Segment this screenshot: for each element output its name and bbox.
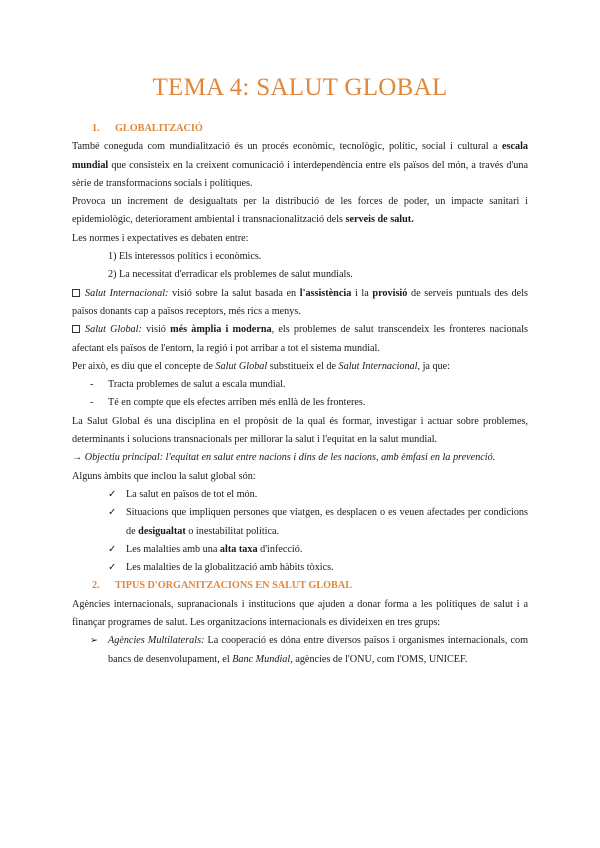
checkbox-square-icon	[72, 325, 80, 333]
check-icon: ✓	[108, 488, 117, 500]
bold-term: alta taxa	[219, 543, 258, 555]
section-heading-1	[72, 120, 528, 138]
numbered-item: 1) Els interessos polítics i econòmics.	[108, 251, 262, 263]
paragraph-substitution	[72, 358, 528, 376]
dash-item-text: Tracta problemes de salut a escala mundial.	[108, 379, 286, 391]
italic-term: Salut Global:	[85, 324, 142, 336]
paragraph-definition	[72, 138, 528, 193]
document-body	[72, 120, 528, 669]
check-icon: ✓	[108, 543, 117, 555]
text-run: Per això, es diu que el concepte de	[72, 360, 216, 372]
text-run: ja que:	[420, 360, 451, 372]
text-run: i la	[351, 287, 373, 299]
check-icon: ✓	[108, 562, 117, 574]
paragraph-scopes: Alguns àmbits que inclou la salut global són:	[72, 470, 256, 482]
section-heading-2	[72, 577, 528, 595]
bold-term: provisió	[372, 287, 408, 299]
square-item-salut-internacional	[72, 285, 528, 322]
paragraph-organizations: Agències internacionals, supranacionals i institucions que ajuden a donar forma a les polítiques de salut i a finançar programes de salut. Les organitzacions internacionals es divideixen en tres grups:	[72, 598, 528, 629]
text-run: Situacions que impliquen persones que viatgen, es desplacen o es veuen afectades per condicions de	[126, 507, 528, 537]
numbered-item: 2) La necessitat d'erradicar els problemes de salut mundials.	[108, 269, 353, 281]
bold-term: més àmplia i moderna	[170, 324, 272, 336]
bold-term: l'assistència	[299, 287, 352, 299]
check-item	[72, 504, 528, 541]
text-run: , agències de l'ONU, com l'OMS, UNICEF.	[290, 653, 468, 665]
paragraph-norms: Les normes i expectatives es debaten entre:	[72, 232, 249, 244]
section-label: GLOBALITZACIÓ	[115, 123, 203, 134]
dash-item-text: Té en compte que els efectes arriben més enllà de les fronteres.	[108, 397, 366, 409]
arrow-bullet-icon: ➢	[90, 635, 98, 647]
text-run: de serveis puntuals des dels països donants cap a països receptors, més rics a menys.	[72, 287, 528, 317]
text-run: Provoca un increment de desigualtats per la distribució de les forces de poder, un impacte sanitari i epidemiològic, deteriorament ambiental i transnacionalització dels	[72, 196, 528, 226]
section-label: TIPUS D'ORGANITZACIONS EN SALUT GLOBAL	[115, 580, 353, 592]
text-run: o inestabilitat política.	[185, 525, 280, 537]
paragraph-discipline: La Salut Global és una disciplina en el propòsit de la qual és formar, investigar i actuar sobre problemes, determinants i solucions transnacionals per millorar la salut i l'equitat en la salut mundial.	[72, 415, 528, 446]
arrow-item-multilateral	[72, 632, 528, 669]
text-run: que consisteix en la creixent comunicació i interdependència entre els països del món, a través d'una sèrie de transformacions socials i polítiques.	[72, 159, 528, 189]
italic-term: Salut Internacional,	[338, 360, 421, 372]
bold-term: desigualtat	[138, 525, 186, 537]
check-item	[72, 559, 528, 577]
check-item	[72, 541, 528, 559]
page-title: TEMA 4: SALUT GLOBAL	[152, 74, 448, 101]
text-run: També coneguda com mundialització és un procés econòmic, tecnològic, polític, social i cultural a	[72, 141, 502, 153]
italic-term: Banc Mundial	[232, 653, 291, 665]
text-run: La cooperació es dóna entre diversos països i organismes internacionals, com bancs de desenvolupament, el	[108, 635, 528, 665]
bold-term: serveis de salut.	[345, 214, 414, 226]
square-item-salut-global	[72, 321, 528, 358]
dash-bullet: -	[90, 379, 94, 391]
checkbox-square-icon	[72, 289, 80, 297]
text-run: visió	[141, 324, 171, 336]
paragraph-consequences	[72, 193, 528, 230]
text-run: d'infecció.	[257, 543, 303, 555]
italic-term: Agències Multilaterals:	[108, 635, 205, 647]
section-number: 1.	[92, 123, 100, 134]
bold-term: escala mundial	[72, 141, 528, 171]
text-run: visió sobre la salut basada en	[168, 287, 300, 299]
section-number: 2.	[92, 580, 100, 592]
dash-item	[72, 376, 528, 394]
italic-term: Salut Internacional:	[85, 287, 169, 299]
check-icon: ✓	[108, 507, 117, 519]
check-item	[72, 486, 528, 504]
check-item-text: La salut en països de tot el món.	[126, 488, 258, 500]
objective-line: → Objectiu principal: l'equitat en salut entre nacions i dins de les nacions, amb èmfasi en la prevenció.	[72, 452, 496, 464]
check-item-text: Les malalties de la globalització amb hàbits tòxics.	[126, 562, 334, 574]
italic-term: Salut Global	[215, 360, 268, 372]
text-run: , els problemes de salut transcendeix les fronteres nacionals afectant els països de l'entorn, la regió i pot arribar a tot el sistema mundial.	[72, 324, 528, 354]
text-run: Les malalties amb una	[126, 543, 220, 555]
dash-item	[72, 394, 528, 412]
dash-bullet: -	[90, 397, 94, 409]
text-run: substitueix el de	[267, 360, 339, 372]
